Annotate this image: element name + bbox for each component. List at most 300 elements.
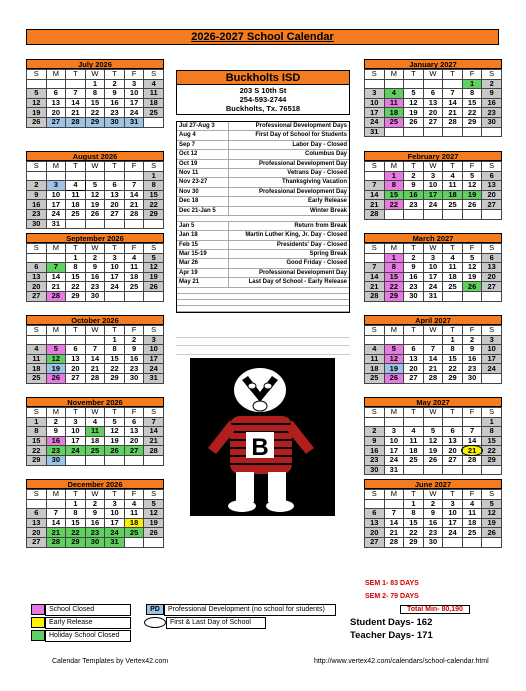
day-cell: 4 [144, 79, 164, 89]
dow-cell: S [365, 244, 385, 254]
day-cell: 3 [144, 335, 164, 345]
day-cell: 6 [482, 253, 502, 263]
day-cell: 4 [462, 499, 482, 509]
day-cell: 29 [384, 291, 404, 301]
day-cell: 5 [105, 417, 125, 427]
day-cell [462, 291, 482, 301]
day-cell [423, 335, 443, 345]
day-cell: 8 [482, 427, 502, 437]
day-cell [46, 79, 66, 89]
month-header: April 2027 [364, 315, 502, 325]
dow-cell: W [423, 408, 443, 418]
dow-cell: M [384, 408, 404, 418]
day-cell: 2 [365, 427, 385, 437]
legend-holiday-swatch [31, 630, 45, 641]
day-cell: 27 [46, 117, 66, 127]
day-cell: 13 [27, 518, 47, 528]
day-cell [27, 335, 47, 345]
day-cell [144, 291, 164, 301]
month-header: July 2026 [26, 59, 164, 69]
day-cell [66, 79, 86, 89]
dow-cell: W [85, 326, 105, 336]
school-info [176, 70, 350, 115]
dow-cell: W [85, 490, 105, 500]
day-cell: 5 [482, 499, 502, 509]
dow-cell: W [423, 326, 443, 336]
day-cell: 3 [482, 335, 502, 345]
day-cell: 12 [384, 354, 404, 364]
day-cell: 2 [105, 79, 125, 89]
day-cell: 25 [462, 528, 482, 538]
day-cell: 23 [423, 528, 443, 538]
day-cell: 15 [404, 518, 424, 528]
event-date: Mar 15-19 [177, 250, 229, 258]
day-cell: 9 [27, 190, 47, 200]
day-cell: 8 [105, 345, 125, 355]
day-cell: 29 [66, 291, 86, 301]
day-cell: 17 [482, 354, 502, 364]
day-cell: 14 [144, 427, 164, 437]
day-cell: 9 [85, 509, 105, 519]
day-cell [404, 209, 424, 219]
day-cell: 20 [27, 282, 47, 292]
day-cell [124, 291, 144, 301]
day-cell: 9 [105, 89, 125, 99]
day-cell: 18 [124, 272, 144, 282]
month-march-2027 [364, 233, 502, 302]
day-cell: 10 [144, 345, 164, 355]
day-cell: 6 [46, 89, 66, 99]
event-date: Nov 23-27 [177, 178, 229, 186]
day-cell: 21 [443, 108, 463, 118]
day-cell [124, 455, 144, 465]
day-cell: 17 [66, 436, 86, 446]
day-cell: 31 [384, 465, 404, 475]
info-panel [176, 70, 350, 313]
dow-cell: T [66, 490, 86, 500]
day-cell [423, 209, 443, 219]
day-cell: 17 [365, 108, 385, 118]
event-row [177, 250, 349, 259]
day-cell: 3 [105, 253, 125, 263]
day-cell: 6 [124, 417, 144, 427]
day-cell: 9 [365, 436, 385, 446]
day-cell: 23 [365, 455, 385, 465]
page-title: 2026-2027 School Calendar [26, 29, 499, 45]
dow-cell: S [482, 70, 502, 80]
day-cell: 25 [404, 455, 424, 465]
dow-cell: S [365, 162, 385, 172]
day-cell: 9 [462, 345, 482, 355]
day-cell [66, 171, 86, 181]
day-cell: 12 [482, 509, 502, 519]
legend-holiday-label: Holiday School Closed [45, 630, 131, 642]
dow-cell: T [105, 244, 125, 254]
day-cell: 24 [105, 528, 125, 538]
day-cell [384, 79, 404, 89]
dow-cell: S [144, 326, 164, 336]
day-cell: 28 [144, 446, 164, 456]
dow-cell: S [27, 408, 47, 418]
day-cell: 3 [66, 417, 86, 427]
event-date: Jan 18 [177, 231, 229, 239]
day-cell: 15 [462, 98, 482, 108]
dow-cell: S [27, 70, 47, 80]
day-cell: 26 [27, 117, 47, 127]
dow-cell: T [404, 326, 424, 336]
month-october-2026 [26, 315, 164, 384]
day-cell [423, 79, 443, 89]
day-cell: 19 [27, 108, 47, 118]
day-cell: 24 [66, 446, 86, 456]
day-cell [105, 171, 125, 181]
dow-cell: M [46, 408, 66, 418]
day-cell: 28 [124, 209, 144, 219]
day-cell [443, 465, 463, 475]
day-cell: 9 [423, 509, 443, 519]
legend-pd-swatch: PD [146, 604, 164, 615]
day-cell: 4 [85, 417, 105, 427]
day-cell: 3 [46, 181, 66, 191]
day-cell: 17 [46, 200, 66, 210]
day-cell: 21 [124, 200, 144, 210]
day-cell [144, 455, 164, 465]
dow-cell: S [144, 490, 164, 500]
event-row [177, 122, 349, 131]
day-cell: 20 [365, 528, 385, 538]
day-cell [85, 171, 105, 181]
event-row [177, 241, 349, 250]
event-name: Professional Development Day [258, 188, 347, 195]
dow-cell: F [462, 162, 482, 172]
day-cell: 13 [423, 98, 443, 108]
day-cell: 26 [384, 373, 404, 383]
day-cell: 10 [105, 263, 125, 273]
day-cell: 25 [144, 108, 164, 118]
dow-cell: T [105, 70, 125, 80]
dow-cell: T [66, 408, 86, 418]
day-cell: 23 [85, 282, 105, 292]
day-cell: 13 [365, 518, 385, 528]
day-cell: 18 [85, 436, 105, 446]
day-cell: 27 [404, 373, 424, 383]
footer-url: http://www.vertex42.com/calendars/school-calendar.html [314, 658, 489, 665]
day-cell: 3 [105, 499, 125, 509]
dow-cell: F [462, 408, 482, 418]
day-cell: 2 [423, 499, 443, 509]
day-cell: 16 [423, 518, 443, 528]
day-cell: 24 [482, 364, 502, 374]
day-cell: 22 [144, 200, 164, 210]
day-cell: 27 [482, 200, 502, 210]
day-cell: 31 [144, 373, 164, 383]
legend-early-label: Early Release [45, 617, 131, 629]
dow-cell: S [365, 70, 385, 80]
day-cell: 12 [462, 263, 482, 273]
day-cell: 21 [46, 282, 66, 292]
day-cell: 12 [144, 509, 164, 519]
day-cell: 12 [27, 98, 47, 108]
dow-cell: T [443, 162, 463, 172]
day-cell: 26 [482, 528, 502, 538]
dow-cell: S [482, 408, 502, 418]
dow-cell: F [124, 244, 144, 254]
day-cell: 20 [46, 108, 66, 118]
day-cell: 11 [66, 190, 86, 200]
day-cell: 8 [384, 181, 404, 191]
day-cell: 8 [384, 263, 404, 273]
day-cell: 10 [443, 509, 463, 519]
dow-cell: M [384, 490, 404, 500]
day-cell: 7 [144, 417, 164, 427]
day-cell [462, 537, 482, 547]
day-cell: 28 [423, 373, 443, 383]
day-cell: 21 [462, 446, 482, 456]
event-date: Aug 4 [177, 131, 229, 139]
day-cell [46, 171, 66, 181]
day-cell: 20 [124, 436, 144, 446]
dow-cell: T [443, 408, 463, 418]
event-name: Professional Development Day [258, 160, 347, 167]
dow-cell: S [482, 162, 502, 172]
dow-cell: S [144, 162, 164, 172]
day-cell: 11 [124, 509, 144, 519]
day-cell: 2 [404, 253, 424, 263]
dow-cell: S [365, 490, 385, 500]
day-cell: 19 [85, 200, 105, 210]
day-cell: 19 [423, 446, 443, 456]
day-cell: 28 [365, 291, 385, 301]
day-cell: 29 [482, 455, 502, 465]
month-header: August 2026 [26, 151, 164, 161]
event-name: Thanksgiving Vacation [281, 179, 347, 186]
day-cell: 16 [85, 272, 105, 282]
day-cell [66, 219, 86, 229]
day-cell: 5 [27, 89, 47, 99]
day-cell [423, 465, 443, 475]
day-cell: 24 [443, 528, 463, 538]
day-cell: 6 [27, 263, 47, 273]
day-cell: 30 [124, 373, 144, 383]
event-row [177, 131, 349, 140]
day-cell: 21 [46, 528, 66, 538]
day-cell: 22 [443, 364, 463, 374]
day-cell: 27 [443, 455, 463, 465]
day-cell [443, 537, 463, 547]
day-cell: 28 [85, 373, 105, 383]
day-cell [27, 253, 47, 263]
day-cell: 19 [144, 518, 164, 528]
month-header: February 2027 [364, 151, 502, 161]
day-cell: 18 [443, 190, 463, 200]
day-cell: 6 [365, 509, 385, 519]
day-cell: 26 [85, 209, 105, 219]
month-header: January 2027 [364, 59, 502, 69]
day-cell [46, 335, 66, 345]
event-row [177, 222, 349, 231]
day-cell: 27 [105, 209, 125, 219]
day-cell: 12 [85, 190, 105, 200]
day-cell: 7 [124, 181, 144, 191]
legend-firstlast-label: First & Last Day of School [166, 617, 266, 629]
day-cell: 16 [46, 436, 66, 446]
day-cell: 8 [144, 181, 164, 191]
day-cell: 5 [144, 499, 164, 509]
day-cell: 24 [144, 364, 164, 374]
day-cell: 24 [124, 108, 144, 118]
day-cell: 28 [46, 291, 66, 301]
dow-cell: F [462, 326, 482, 336]
dow-cell: W [423, 162, 443, 172]
event-date: Dec 21-Jan 5 [177, 207, 229, 215]
day-cell: 12 [423, 436, 443, 446]
day-cell: 24 [423, 200, 443, 210]
day-cell: 20 [443, 446, 463, 456]
day-cell: 30 [423, 537, 443, 547]
day-cell: 15 [443, 354, 463, 364]
month-header: March 2027 [364, 233, 502, 243]
day-cell: 12 [105, 427, 125, 437]
day-cell: 28 [443, 117, 463, 127]
day-cell: 14 [365, 272, 385, 282]
dow-cell: T [443, 490, 463, 500]
day-cell: 16 [404, 272, 424, 282]
day-cell: 21 [384, 528, 404, 538]
day-cell: 19 [144, 272, 164, 282]
day-cell: 22 [462, 108, 482, 118]
dow-cell: M [384, 244, 404, 254]
day-cell: 7 [462, 427, 482, 437]
day-cell: 31 [365, 127, 385, 137]
legend-firstlast-circle-icon [144, 617, 166, 628]
day-cell: 23 [482, 108, 502, 118]
day-cell: 12 [404, 98, 424, 108]
day-cell: 5 [462, 253, 482, 263]
dow-cell: W [85, 162, 105, 172]
day-cell: 13 [404, 354, 424, 364]
day-cell: 31 [423, 291, 443, 301]
dow-cell: S [482, 326, 502, 336]
day-cell: 17 [144, 354, 164, 364]
day-cell: 31 [46, 219, 66, 229]
dow-cell: S [144, 244, 164, 254]
day-cell: 4 [404, 427, 424, 437]
event-date: Mar 26 [177, 259, 229, 267]
day-cell: 26 [462, 282, 482, 292]
day-cell: 30 [46, 455, 66, 465]
day-cell: 26 [462, 200, 482, 210]
day-cell [482, 209, 502, 219]
day-cell: 29 [85, 117, 105, 127]
month-august-2026 [26, 151, 164, 229]
day-cell: 5 [144, 253, 164, 263]
month-header: June 2027 [364, 479, 502, 489]
day-cell: 13 [482, 181, 502, 191]
day-cell: 14 [124, 190, 144, 200]
dow-cell: S [27, 490, 47, 500]
badger-mascot-image [190, 358, 335, 516]
month-may-2027 [364, 397, 502, 475]
blank-lines [176, 329, 350, 355]
phone-line: 254-593-2744 [239, 95, 287, 104]
day-cell: 4 [124, 253, 144, 263]
day-cell [462, 209, 482, 219]
dow-cell: S [482, 490, 502, 500]
day-cell [482, 291, 502, 301]
dow-cell: S [27, 162, 47, 172]
day-cell [144, 219, 164, 229]
day-cell [443, 417, 463, 427]
day-cell: 23 [404, 282, 424, 292]
day-cell: 17 [423, 190, 443, 200]
day-cell: 22 [105, 364, 125, 374]
day-cell: 13 [443, 436, 463, 446]
day-cell: 1 [404, 499, 424, 509]
event-name: Good Friday - Closed [286, 260, 347, 267]
day-cell: 14 [423, 354, 443, 364]
event-name: Labor Day - Closed [292, 141, 347, 148]
event-row [177, 207, 349, 216]
day-cell: 5 [46, 345, 66, 355]
day-cell: 1 [144, 171, 164, 181]
day-cell: 18 [124, 518, 144, 528]
day-cell: 23 [27, 209, 47, 219]
svg-text:B: B [251, 434, 269, 461]
day-cell: 11 [144, 89, 164, 99]
day-cell [384, 499, 404, 509]
day-cell: 30 [365, 465, 385, 475]
day-cell: 18 [462, 518, 482, 528]
day-cell: 18 [404, 446, 424, 456]
month-september-2026 [26, 233, 164, 302]
event-date: Dec 18 [177, 197, 229, 205]
day-cell: 29 [404, 537, 424, 547]
day-cell: 16 [85, 518, 105, 528]
day-cell: 18 [365, 364, 385, 374]
day-cell: 3 [423, 171, 443, 181]
event-date: Oct 12 [177, 150, 229, 158]
day-cell: 16 [105, 98, 125, 108]
dow-cell: M [46, 70, 66, 80]
day-cell: 23 [85, 528, 105, 538]
dow-cell: S [144, 70, 164, 80]
dow-cell: W [85, 408, 105, 418]
event-row [177, 141, 349, 150]
dow-cell: M [46, 326, 66, 336]
event-name: Vetrans Day - Closed [287, 169, 347, 176]
day-cell: 7 [46, 509, 66, 519]
month-header: December 2026 [26, 479, 164, 489]
day-cell: 14 [46, 272, 66, 282]
dow-cell: T [443, 244, 463, 254]
day-cell: 3 [423, 253, 443, 263]
day-cell [124, 171, 144, 181]
dow-cell: T [105, 162, 125, 172]
dow-cell: F [462, 490, 482, 500]
day-cell: 26 [46, 373, 66, 383]
day-cell: 9 [404, 263, 424, 273]
event-date: Oct 19 [177, 160, 229, 168]
day-cell: 1 [66, 499, 86, 509]
month-july-2026 [26, 59, 164, 128]
day-cell: 22 [66, 282, 86, 292]
day-cell: 9 [482, 89, 502, 99]
legend-pd-label: Professional Development (no school for students) [164, 604, 336, 616]
day-cell: 21 [66, 108, 86, 118]
dow-cell: S [27, 326, 47, 336]
dow-cell: T [105, 490, 125, 500]
day-cell [443, 291, 463, 301]
